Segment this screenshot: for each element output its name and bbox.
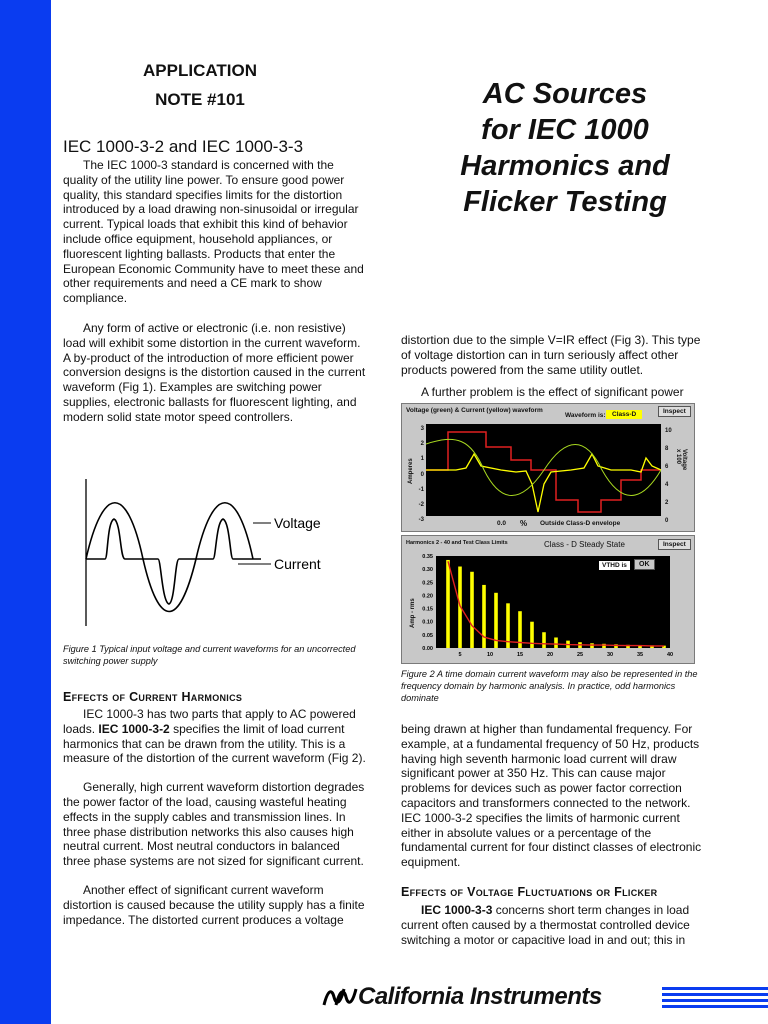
current-label: Current (274, 556, 321, 572)
app-note-header (100, 56, 300, 114)
section2-p3: Another effect of significant current waveform distortion is caused because the utility supply has a finite impedance. The distorted current produces a voltage (63, 882, 365, 927)
waveform-panel (401, 403, 695, 532)
voltage-ticks: 10 8 6 4 2 0 (665, 428, 672, 524)
vthd-label: VTHD is (598, 560, 631, 571)
title-line1: AC Sources (482, 78, 648, 110)
y-tick-label: 0.20 (422, 593, 433, 600)
waveform-is-label: Waveform is: (565, 412, 606, 419)
voltage-waveform (86, 503, 253, 612)
right-col-body2 (401, 722, 707, 870)
harmonic-bar (554, 637, 558, 648)
y-tick-label: 0.25 (422, 580, 433, 587)
brand-logo-icon (322, 985, 358, 1007)
page-title (420, 76, 710, 220)
harmonics-inspect-button[interactable]: Inspect (658, 539, 691, 550)
right-col-p3: being drawn at higher than fundamental frequency. For example, at a fundamental frequency of 50 Hz, products having high seventh harmonic load current will draw significant power at 350 Hz. This can cause major problems for devices such as power factor correction capacitors and transformers connected to the network. IEC 1000-3-2 specifies the limits of harmonic current either in absolute values or a percentage of the fundamental current for four distinct classes of electronic equipment. (401, 722, 702, 870)
header-line1: APPLICATION (143, 61, 257, 80)
harmonic-bar (542, 632, 546, 648)
waveform-inspect-button[interactable]: Inspect (658, 406, 691, 417)
section1-heading: IEC 1000-3-2 and IEC 1000-3-3 (63, 137, 304, 156)
y-tick-label: 0.10 (422, 619, 433, 626)
right-col-body (401, 333, 707, 400)
right-col-p2: A further problem is the effect of significant power (421, 385, 684, 400)
figure1-waveforms (63, 474, 369, 634)
brand-stripes (662, 987, 768, 1008)
y-tick-label: 0.30 (422, 567, 433, 574)
y-tick-label: 0.35 (422, 554, 433, 560)
section2-body (63, 707, 369, 927)
outside-envelope-text: Outside Class-D envelope (540, 520, 621, 527)
voltage-axis-label: Voltage x 100 (675, 449, 687, 471)
right-col-p1: distortion due to the simple V=IR effect (Fig 3). This type of voltage distortion can in turn seriously affect other products powered from the same utility outlet. (401, 333, 701, 377)
harmonic-bar (482, 585, 486, 648)
section1-p2: Any form of active or electronic (i.e. non resistive) load will exhibit some distortion in the current waveform. A by-product of the introduction of more efficient power conversion designs is the distortion caused in the current waveform (Fig 1). Examples are switching power supplies, electronic ballasts for fluorescent lighting, and modern solid state motor speed controllers. (63, 320, 366, 424)
section3-body (401, 903, 707, 947)
figure1-caption: Figure 1 Typical input voltage and current waveforms for an uncorrected switching power supply (63, 644, 356, 666)
harmonics-panel-subtitle: Class - D Steady State (544, 540, 625, 549)
y-tick-label: 0.15 (422, 606, 433, 613)
header-line2: NOTE #101 (155, 90, 245, 109)
title-line4: Flicker Testing (463, 186, 667, 218)
section3-p1: IEC 1000-3-3 concerns short term changes in load current often caused by a thermostat controlled device switching a motor or capacitive load in and out; this in (401, 903, 690, 947)
harmonic-bar (446, 560, 450, 648)
amp-rms-axis-label: Amp - rms (410, 598, 416, 628)
outside-envelope-unit: % (520, 519, 528, 528)
x-tick-label: 10 (486, 652, 494, 658)
x-tick-label: 20 (546, 652, 554, 658)
section2-p1: IEC 1000-3 has two parts that apply to AC powered loads. IEC 1000-3-2 specifies the limit of load current harmonics that can be drawn from the utility. This is a measure of the distortion of the current waveform (Fig 2). (63, 707, 366, 766)
voltage-label: Voltage (274, 515, 321, 531)
section3-heading: Effects of Voltage Fluctuations or Flicker (401, 885, 658, 899)
brand-name: California Instruments (358, 983, 602, 1010)
harmonic-bar (470, 572, 474, 648)
vthd-status: OK (634, 559, 655, 570)
figure2-caption: Figure 2 A time domain current waveform may also be represented in the frequency domain by harmonic analysis. In practice, odd harmonics dominate (401, 669, 698, 703)
waveform-class-badge: Class-D (606, 410, 642, 419)
amperes-ticks: 3 2 1 0 -1 -2 -3 (418, 426, 424, 524)
y-tick-label: 0.00 (422, 646, 433, 652)
brand-sidebar-bar (0, 0, 51, 1024)
x-tick-label: 5 (458, 652, 462, 658)
harmonics-panel (401, 535, 695, 664)
waveform-plot (426, 424, 661, 516)
amperes-axis-label: Amperes (408, 458, 414, 484)
section2-p2: Generally, high current waveform distortion degrades the power factor of the load, causing wasteful heating effects in the supply cables and transmission lines. In three phase distribution networks this also causes high neutral current. Most neutral conductors in balanced three phase systems are not sized for significant current. (63, 780, 365, 869)
x-tick-label: 30 (606, 652, 614, 658)
title-line2: for IEC 1000 (481, 114, 649, 146)
section2-heading: Effects of Current Harmonics (63, 690, 243, 704)
y-tick-label: 0.05 (422, 632, 433, 639)
section1-p1: The IEC 1000-3 standard is concerned with the quality of the utility line power. To ensure good power quality, this standard specifies limits for the distortion introduced by a load drawing non-sinusoidal or irregular current. Typical loads that exhibit this kind of behavior include office equipment, household appliances, or fluorescent lighting ballasts. Products that enter the European Economic Community have to meet these and other requirements and need a CE mark to show compliance. (63, 158, 364, 306)
x-tick-label: 35 (636, 652, 644, 658)
current-waveform (86, 519, 261, 604)
title-line3: Harmonics and (460, 150, 670, 182)
x-tick-label: 25 (576, 652, 584, 658)
outside-envelope-value: 0.0 (497, 520, 507, 527)
x-tick-label: 15 (516, 652, 524, 658)
harmonics-panel-title: Harmonics 2 - 40 and Test Class Limits (406, 540, 508, 546)
harmonic-bar (530, 622, 534, 648)
waveform-panel-title: Voltage (green) & Current (yellow) waveform (406, 407, 543, 414)
harmonics-chart (402, 536, 694, 663)
x-tick-label: 40 (666, 652, 674, 658)
waveform-plot-area (426, 424, 661, 516)
section1-body (63, 158, 369, 425)
